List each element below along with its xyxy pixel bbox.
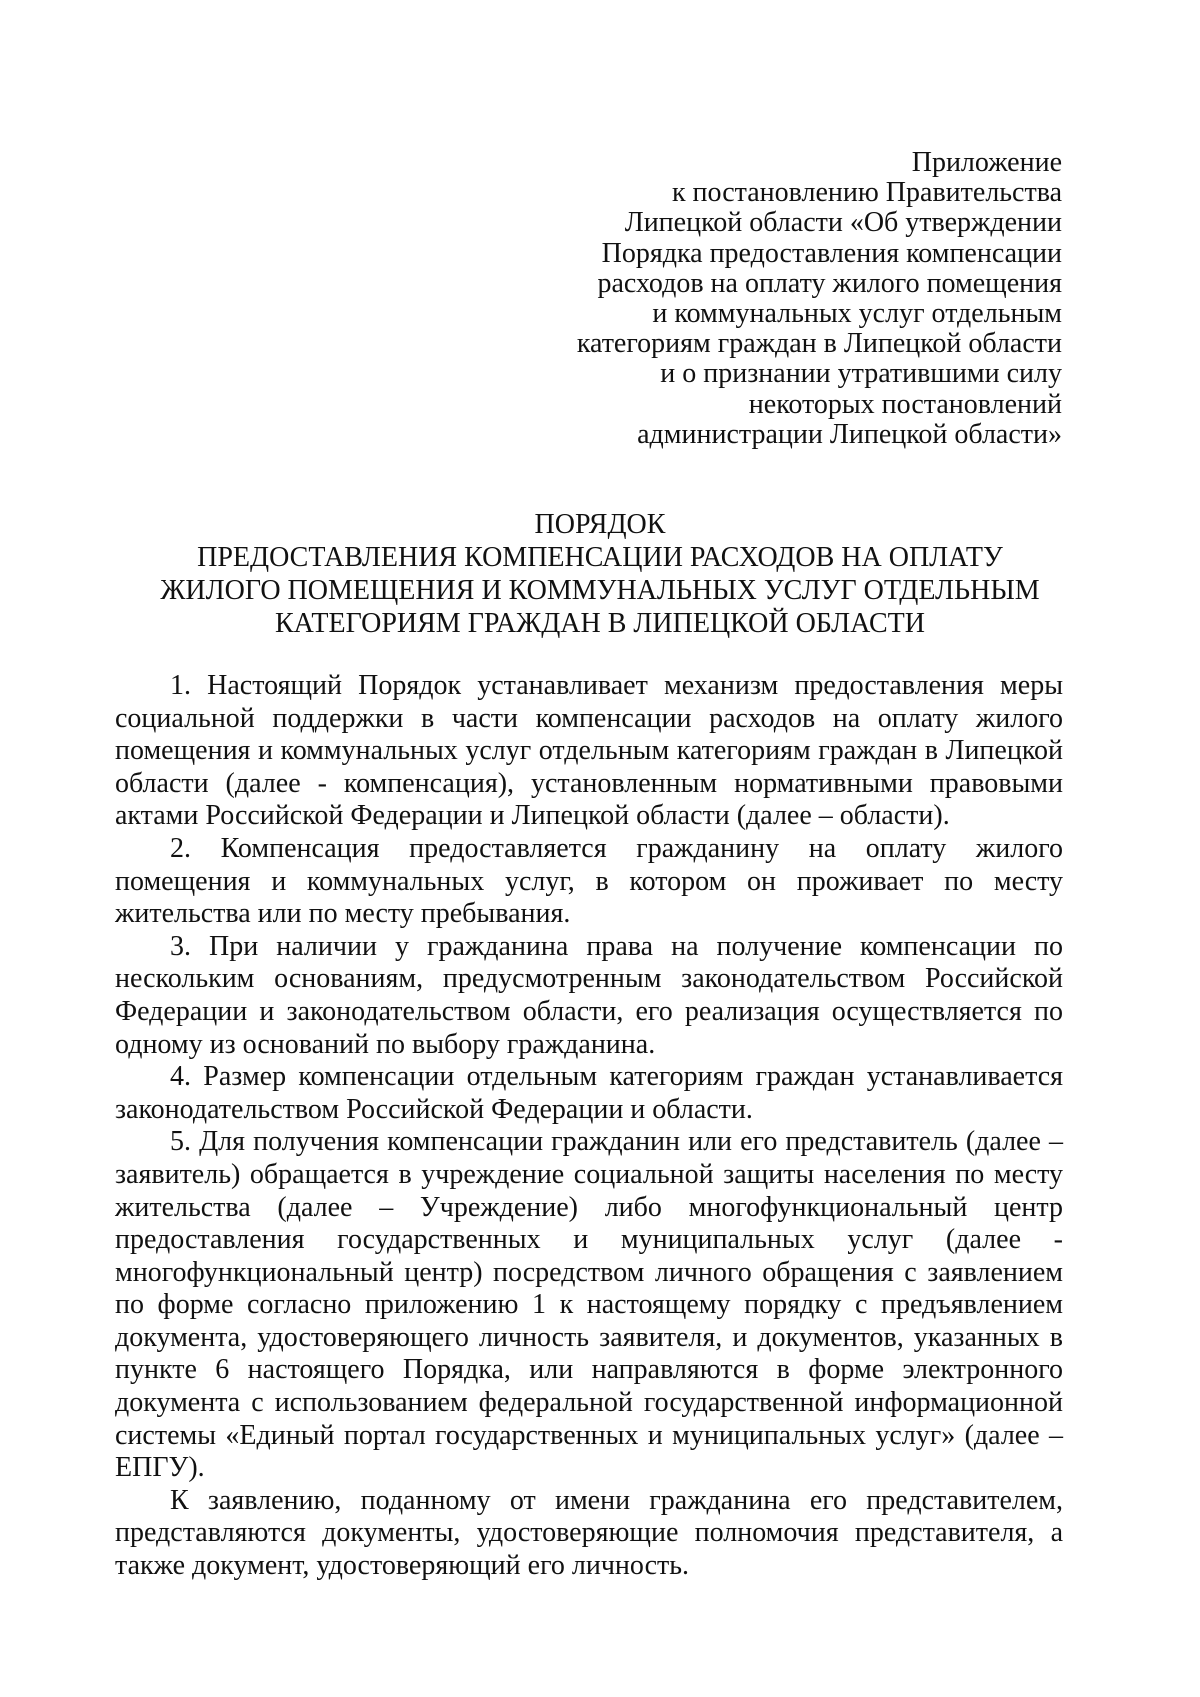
paragraph-5: 5. Для получения компенсации гражданин или его представитель (далее – заявитель) обращается в учреждение социальной защиты населения по месту жительства (далее – Учреждение) либо многофункциональный центр предоставления государственных и муниципальных услуг (далее - многофункциональный центр) посредством личного обращения с заявлением по форме согласно приложению 1 к настоящему порядку с предъявлением документа, удостоверяющего личность заявителя, и документов, указанных в пункте 6 настоящего Порядка, или направляются в форме электронного документа с использованием федеральной государственной информационной системы «Единый портал государственных и муниципальных услуг» (далее – ЕПГУ).: [115, 1126, 1063, 1484]
appendix-header-line: категориям граждан в Липецкой области: [576, 328, 1062, 360]
appendix-header-line: Порядка предоставления компенсации: [601, 237, 1062, 269]
appendix-header-line: и о признании утратившими силу: [660, 358, 1062, 390]
document-title-line: ЖИЛОГО ПОМЕЩЕНИЯ И КОММУНАЛЬНЫХ УСЛУГ ОТДЕЛЬНЫМ: [160, 575, 1040, 606]
appendix-header-line: к постановлению Правительства: [671, 177, 1062, 209]
paragraph-1: 1. Настоящий Порядок устанавливает механизм предоставления меры социальной поддержки в части компенсации расходов на оплату жилого помещения и коммунальных услуг отдельным категориям граждан в Липецкой области (далее - компенсация), установленным нормативными правовыми актами Российской Федерации и Липецкой области (далее – области).: [115, 670, 1063, 832]
paragraph-2: 2. Компенсация предоставляется гражданину на оплату жилого помещения и коммунальных услуг, в котором он проживает по месту жительства или по месту пребывания.: [115, 832, 1063, 930]
document-title-line: ПОРЯДОК: [534, 509, 666, 540]
appendix-header-line: администрации Липецкой области»: [637, 418, 1062, 450]
appendix-header-line: Липецкой области «Об утверждении: [624, 207, 1062, 239]
document-title: [0, 508, 1200, 640]
appendix-header: [462, 148, 1062, 450]
appendix-header-line: Приложение: [911, 147, 1062, 178]
document-title-line: КАТЕГОРИЯМ ГРАЖДАН В ЛИПЕЦКОЙ ОБЛАСТИ: [274, 608, 925, 639]
appendix-header-line: расходов на оплату жилого помещения: [597, 267, 1062, 299]
paragraph-4: 4. Размер компенсации отдельным категориям граждан устанавливается законодательством Российской Федерации и области.: [115, 1061, 1063, 1125]
document-title-line: ПРЕДОСТАВЛЕНИЯ КОМПЕНСАЦИИ РАСХОДОВ НА ОПЛАТУ: [197, 542, 1003, 573]
paragraph-5-continuation: К заявлению, поданному от имени гражданина его представителем, представляются документы, удостоверяющие полномочия представителя, а также документ, удостоверяющий его личность.: [115, 1484, 1063, 1582]
appendix-header-line: некоторых постановлений: [748, 388, 1062, 420]
appendix-header-line: и коммунальных услуг отдельным: [652, 298, 1062, 330]
document-body: [115, 670, 1063, 1583]
paragraph-3: 3. При наличии у гражданина права на получение компенсации по нескольким основаниям, предусмотренным законодательством Российской Федерации и законодательством области, его реализация осуществляется по одному из оснований по выбору гражданина.: [115, 930, 1063, 1060]
